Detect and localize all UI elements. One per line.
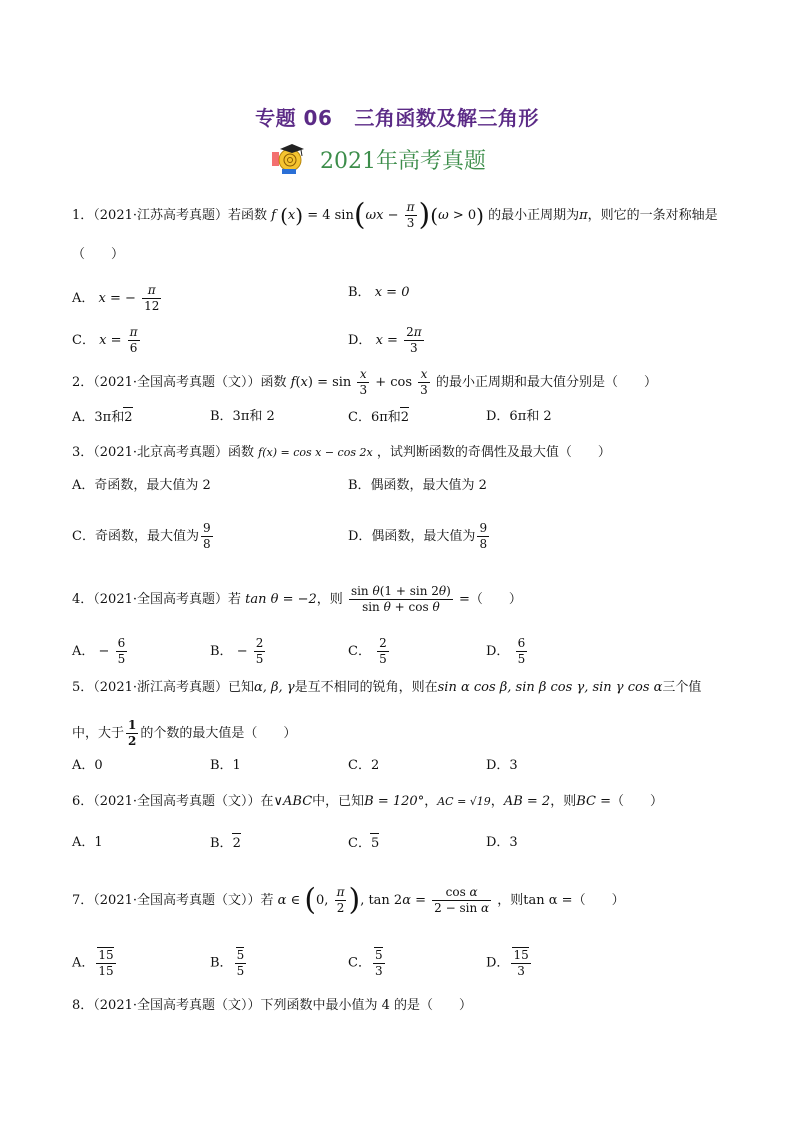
q1-option-a: A． x = − $\frac{\pi}{12}$	[72, 283, 160, 313]
q3-option-d: D．偶函数，最大值为 $\frac{9}{8}$	[348, 521, 488, 551]
q2-function: f(x) = sin $\frac{x}{3}$ + cos $\frac{x}{3}$	[290, 367, 428, 397]
q5-option-b: B．1	[210, 758, 241, 773]
q7-option-b: B． $\frac{5}{5}$	[210, 948, 245, 978]
q2-option-d: D．6π和 2	[486, 409, 552, 424]
q4-option-b: B． − $\frac{2}{5}$	[210, 636, 264, 666]
q6-option-b: B．2	[210, 833, 241, 854]
graduate-mascot-icon	[270, 142, 308, 176]
question-5: 5．（2021·浙江高考真题）已知α, β, γ是互不相同的锐角，则在sin α cos β, sin β cos γ, sin γ cos α三个值	[72, 680, 702, 695]
q7-option-a: A． $\frac{15}{15}$	[72, 948, 114, 978]
q4-option-a: A． − $\frac{6}{5}$	[72, 636, 126, 666]
q2-option-a: A．3π和2	[72, 407, 133, 428]
q6-option-a: A．1	[72, 835, 103, 850]
question-6: 6．（2021·全国高考真题（文））在∨ABC中，已知B = 120°，AC = √19，AB = 2，则BC =（ ）	[72, 794, 663, 809]
question-1: 1．（2021·江苏高考真题）若函数 f (x) = 4 sin(ωx − $\frac{\pi}{3}$ )(ω > 0) 的最小正周期为π，则它的一条对称轴是	[72, 197, 718, 233]
title-topic: 三角函数及解三角形	[354, 106, 539, 130]
q5-option-c: C．2	[348, 758, 380, 773]
q2-option-b: B．3π和 2	[210, 409, 275, 424]
subtitle: 2021年高考真题	[320, 148, 486, 174]
q1-option-c: C． x = $\frac{\pi}{6}$	[72, 325, 138, 355]
question-3: 3．（2021·北京高考真题）函数 f(x) = cos x − cos 2x ，试判断函数的奇偶性及最大值（ ）	[72, 445, 611, 460]
q4-option-d: D． $\frac{6}{5}$	[486, 636, 526, 666]
q2-option-c: C．6π和2	[348, 407, 409, 428]
title-number: 专题 06	[255, 106, 333, 130]
q5-option-d: D．3	[486, 758, 518, 773]
q7-option-d: D． $\frac{15}{3}$	[486, 948, 529, 978]
q1-function: f (x) = 4 sin(ωx − $\frac{\pi}{3}$ )(ω > 0)	[271, 197, 484, 233]
question-8: 8．（2021·全国高考真题（文））下列函数中最小值为 4 的是（ ）	[72, 998, 473, 1013]
q6-option-c: C．5	[348, 833, 379, 854]
q5-option-a: A．0	[72, 758, 103, 773]
question-7: 7．（2021·全国高考真题（文））若 α ∈ (0, $\frac{\pi}{2}$ ), tan 2α = $\frac{\text{cos α}}{\text{2 − sin α}}$ ，则tan α =（ ）	[72, 882, 625, 918]
q7-condition: α ∈ (0, $\frac{\pi}{2}$ ), tan 2α = $\frac{\text{cos α}}{\text{2 − sin α}}$	[277, 882, 490, 918]
q3-option-b: B．偶函数，最大值为 2	[348, 478, 487, 493]
q1-answer-blank: （ ）	[72, 247, 125, 262]
q6-option-d: D．3	[486, 835, 518, 850]
subtitle-row	[270, 142, 486, 176]
q1-label: 1．（2021·江苏高考真题）若函数	[72, 208, 267, 223]
q4-option-c: C． $\frac{2}{5}$	[348, 636, 387, 666]
question-5-line-2: 中，大于 $\frac{1}{2}$ 的个数的最大值是（ ）	[72, 718, 297, 748]
question-4: 4．（2021·全国高考真题）若 tan θ = −2，则 $\frac{\text{sin θ(1 + sin 2θ)}}{\text{sin θ + cos θ}}$ =（ ）	[72, 584, 522, 614]
q7-option-c: C． $\frac{5}{3}$	[348, 948, 383, 978]
q4-fraction: $\frac{\text{sin θ(1 + sin 2θ)}}{\text{sin θ + cos θ}}$	[350, 584, 451, 614]
q1-option-b: B． x = 0	[348, 285, 410, 300]
q3-option-a: A．奇函数，最大值为 2	[72, 478, 211, 493]
q3-option-c: C．奇函数，最大值为 $\frac{9}{8}$	[72, 521, 211, 551]
q1-option-d: D． x = $\frac{2\pi}{3}$	[348, 325, 422, 355]
question-2: 2．（2021·全国高考真题（文））函数 f(x) = sin $\frac{x}{3}$ + cos $\frac{x}{3}$ 的最小正周期和最大值分别是（ ）	[72, 367, 657, 397]
page-title	[0, 102, 794, 131]
